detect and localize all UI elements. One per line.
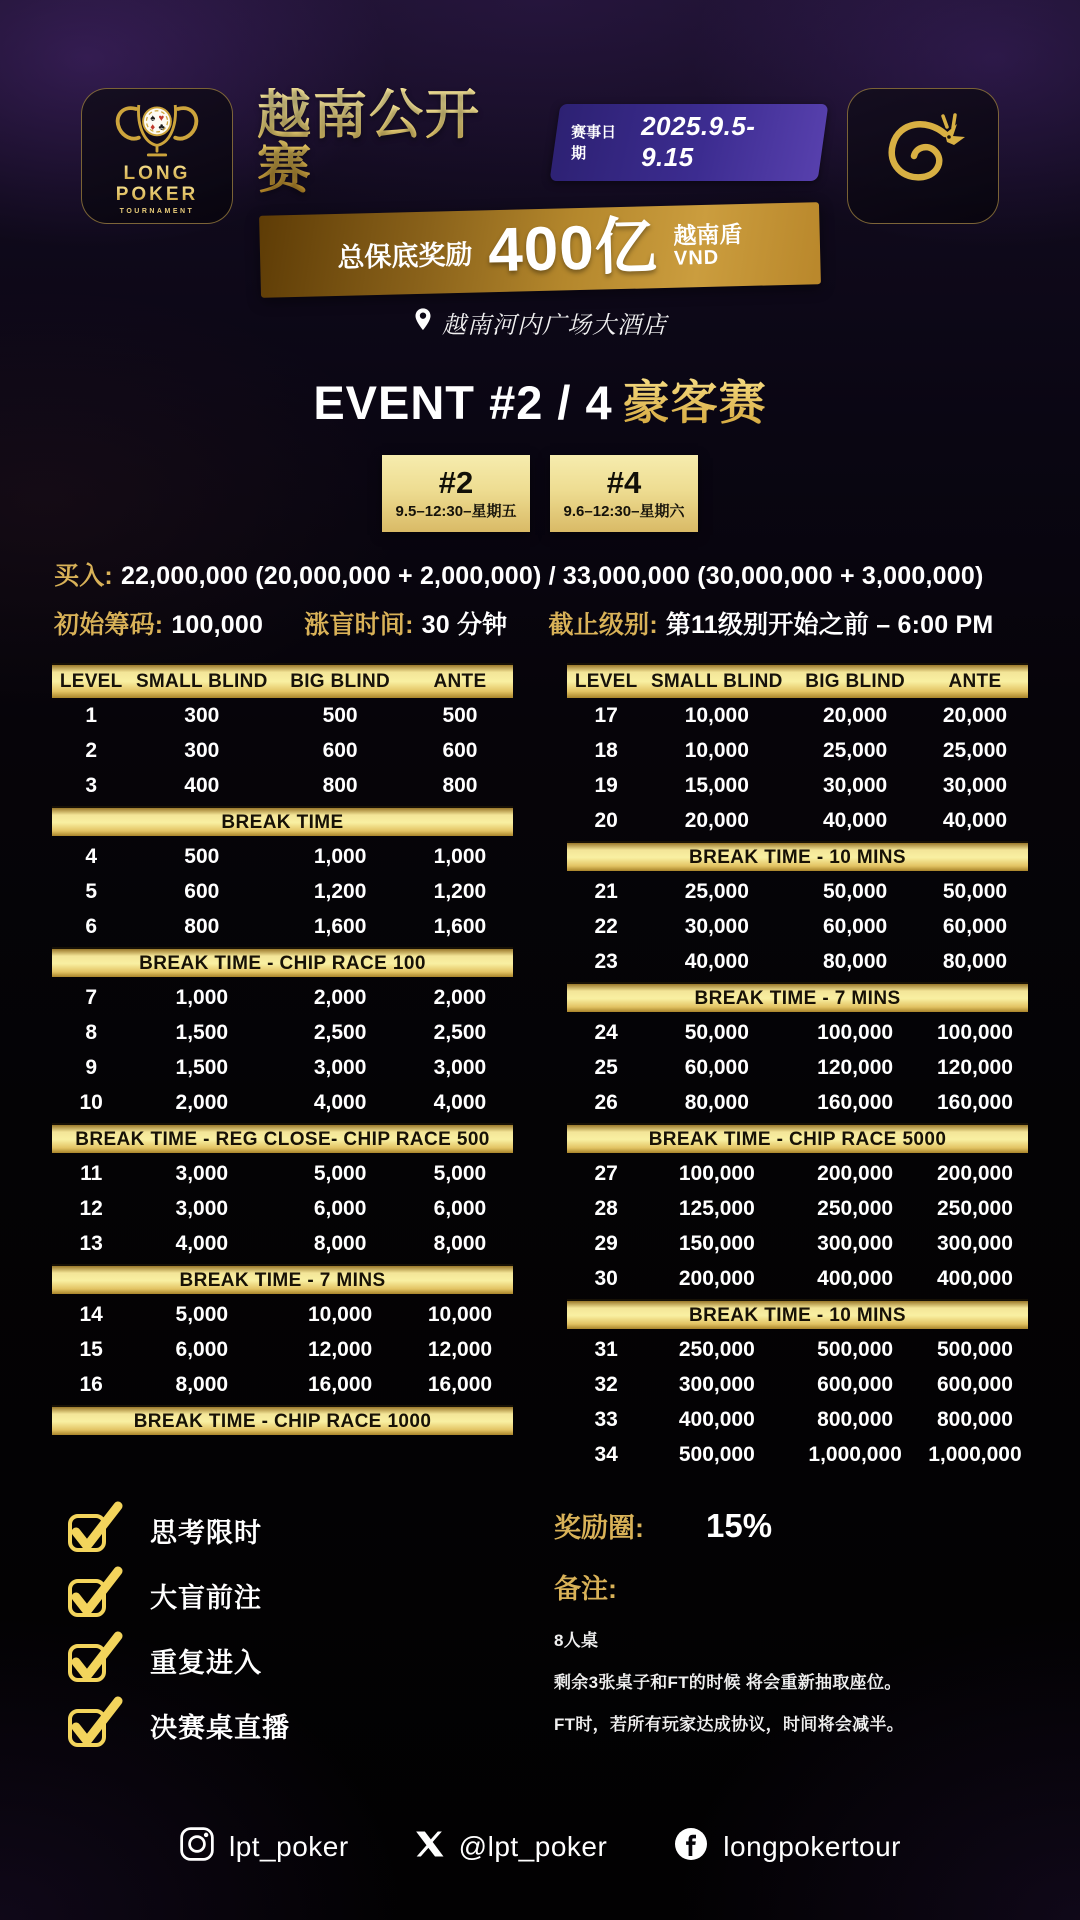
x-icon xyxy=(415,1829,445,1864)
feature-item xyxy=(66,1701,540,1749)
feature-item xyxy=(66,1571,540,1619)
event-title-number: EVENT #2 / 4 xyxy=(313,376,613,429)
cell-bb: 2,000 xyxy=(313,985,367,1009)
level-row xyxy=(567,1332,1028,1367)
payout-value: 15% xyxy=(706,1507,773,1544)
col-small-blind: SMALL BLIND xyxy=(650,670,783,692)
cell-sb: 100,000 xyxy=(678,1161,755,1185)
cell-bb: 8,000 xyxy=(313,1231,367,1255)
lpt-logo-card xyxy=(81,88,233,224)
cell-sb: 1,500 xyxy=(175,1055,229,1079)
buyin-value: 22,000,000 (20,000,000 + 2,000,000) / 33,000,000 (30,000,000 + 3,000,000) xyxy=(120,562,984,590)
checkbox-checked-icon xyxy=(66,1506,116,1554)
feature-item xyxy=(66,1506,540,1554)
note-item: FT时，若所有玩家达成协议，时间将会减半。 xyxy=(554,1715,905,1734)
cell-sb: 500,000 xyxy=(678,1442,755,1466)
break-row: BREAK TIME - 7 MINS xyxy=(52,1264,513,1294)
cell-ante: 2,000 xyxy=(433,985,487,1009)
level-row xyxy=(567,768,1028,803)
structure-table-right xyxy=(567,663,1028,1472)
cell-level: 2 xyxy=(85,738,98,762)
cell-bb: 2,500 xyxy=(313,1020,367,1044)
cell-level: 6 xyxy=(85,914,98,938)
cell-ante: 400,000 xyxy=(937,1266,1013,1290)
cell-bb: 12,000 xyxy=(307,1337,373,1361)
cell-level: 3 xyxy=(85,773,98,797)
social-handle: lpt_poker xyxy=(228,1830,349,1862)
cell-level: 18 xyxy=(594,738,618,762)
cell-bb: 600 xyxy=(322,738,358,762)
checkbox-checked-icon xyxy=(66,1571,116,1619)
cell-ante: 12,000 xyxy=(427,1337,493,1361)
instagram-icon xyxy=(179,1826,215,1867)
cell-sb: 300 xyxy=(184,738,220,762)
cell-ante: 10,000 xyxy=(427,1302,493,1326)
cell-ante: 30,000 xyxy=(942,773,1008,797)
guarantee-amount: 400亿 xyxy=(487,211,659,285)
cell-level: 27 xyxy=(594,1161,618,1185)
svg-text:♣: ♣ xyxy=(158,121,165,133)
cell-sb: 6,000 xyxy=(175,1337,229,1361)
cell-bb: 1,200 xyxy=(313,879,367,903)
guarantee-prefix: 总保底奖励 xyxy=(337,239,473,273)
level-row xyxy=(52,980,513,1015)
level-row xyxy=(52,733,513,768)
cell-ante: 120,000 xyxy=(937,1055,1013,1079)
cell-sb: 10,000 xyxy=(684,703,749,727)
cell-level: 12 xyxy=(79,1196,103,1220)
cell-ante: 800 xyxy=(442,773,478,797)
payout-label: 奖励圈: xyxy=(554,1513,644,1543)
badge-number: #2 xyxy=(438,464,474,500)
level-row xyxy=(567,1437,1028,1472)
cell-sb: 50,000 xyxy=(684,1020,749,1044)
table-right-body xyxy=(567,698,1028,1472)
cell-ante: 1,000,000 xyxy=(928,1442,1022,1466)
cell-bb: 160,000 xyxy=(817,1090,894,1114)
cell-level: 10 xyxy=(79,1090,103,1114)
cell-ante: 3,000 xyxy=(433,1055,487,1079)
social-footer xyxy=(0,1826,1080,1867)
cell-level: 30 xyxy=(594,1266,618,1290)
cell-ante: 80,000 xyxy=(942,949,1008,973)
cell-sb: 5,000 xyxy=(175,1302,229,1326)
level-row xyxy=(567,874,1028,909)
cell-level: 7 xyxy=(85,985,98,1009)
cell-ante: 40,000 xyxy=(942,808,1008,832)
date-badge-label: 赛事日期 xyxy=(571,123,617,162)
header xyxy=(56,85,1024,340)
notes-title: 备注: xyxy=(554,1574,617,1604)
cell-level: 34 xyxy=(594,1442,618,1466)
cell-level: 16 xyxy=(79,1372,103,1396)
cell-bb: 600,000 xyxy=(817,1372,894,1396)
cell-ante: 1,600 xyxy=(433,914,487,938)
cell-bb: 1,600 xyxy=(313,914,367,938)
social-instagram[interactable] xyxy=(179,1826,349,1867)
break-row: BREAK TIME xyxy=(52,806,513,836)
stack-label: 初始筹码: xyxy=(54,611,164,639)
cell-sb: 300,000 xyxy=(678,1372,755,1396)
social-handle: longpokertour xyxy=(723,1830,902,1862)
feature-label: 重复进入 xyxy=(150,1647,262,1678)
cell-level: 19 xyxy=(594,773,618,797)
logo-word-long: LONG xyxy=(123,162,191,184)
level-row xyxy=(52,768,513,803)
level-row xyxy=(52,1085,513,1120)
logo-word-poker: POKER xyxy=(115,183,199,205)
level-row xyxy=(52,1015,513,1050)
hero-center xyxy=(257,85,823,340)
checkbox-checked-icon xyxy=(66,1636,116,1684)
cell-bb: 3,000 xyxy=(313,1055,367,1079)
cell-sb: 1,000 xyxy=(175,985,229,1009)
structure-table-left xyxy=(52,663,513,1438)
cell-sb: 1,500 xyxy=(175,1020,229,1044)
cell-level: 31 xyxy=(594,1337,618,1361)
cell-ante: 160,000 xyxy=(937,1090,1013,1114)
level-row xyxy=(567,1156,1028,1191)
event-badge-4 xyxy=(550,455,698,532)
cell-bb: 25,000 xyxy=(822,738,888,762)
cell-ante: 5,000 xyxy=(433,1161,487,1185)
note-item: 剩余3张桌子和FT的时候 将会重新抽取座位。 xyxy=(554,1673,902,1692)
details-line xyxy=(54,605,1026,641)
guarantee-currency xyxy=(673,222,743,269)
buyin-line xyxy=(54,556,1026,592)
cell-bb: 200,000 xyxy=(817,1161,894,1185)
blind-time-value: 30 分钟 xyxy=(421,611,508,639)
cell-bb: 1,000,000 xyxy=(808,1442,902,1466)
reg-close-label: 截止级别: xyxy=(548,611,658,639)
cell-sb: 80,000 xyxy=(684,1090,749,1114)
level-row xyxy=(52,1191,513,1226)
feature-label: 大盲前注 xyxy=(150,1582,262,1613)
cell-ante: 1,000 xyxy=(433,844,487,868)
cell-bb: 100,000 xyxy=(817,1020,894,1044)
cell-level: 8 xyxy=(85,1020,98,1044)
cell-ante: 300,000 xyxy=(937,1231,1013,1255)
cell-sb: 500 xyxy=(184,844,220,868)
cell-level: 28 xyxy=(594,1196,618,1220)
level-row xyxy=(52,1332,513,1367)
table-header xyxy=(52,663,513,698)
level-row xyxy=(52,698,513,733)
social-facebook[interactable] xyxy=(673,1826,901,1867)
bottom-section xyxy=(54,1506,1026,1749)
cell-sb: 300 xyxy=(184,703,220,727)
break-row: BREAK TIME - CHIP RACE 100 xyxy=(52,947,513,977)
logo-word-tournament: TOURNAMENT xyxy=(119,208,195,216)
level-row xyxy=(567,1085,1028,1120)
cell-bb: 500,000 xyxy=(817,1337,894,1361)
cell-sb: 8,000 xyxy=(175,1372,229,1396)
payout-row xyxy=(554,1506,1026,1545)
currency-code: VND xyxy=(673,246,720,270)
level-row xyxy=(52,1226,513,1261)
cell-bb: 16,000 xyxy=(307,1372,373,1396)
cell-level: 5 xyxy=(85,879,98,903)
feature-label: 决赛桌直播 xyxy=(150,1712,290,1743)
col-level: LEVEL xyxy=(574,670,638,692)
break-row: BREAK TIME - 10 MINS xyxy=(567,1299,1028,1329)
cell-level: 9 xyxy=(85,1055,98,1079)
feature-list xyxy=(54,1506,540,1749)
cell-sb: 15,000 xyxy=(684,773,749,797)
cell-sb: 400,000 xyxy=(678,1407,755,1431)
cell-sb: 600 xyxy=(184,879,220,903)
table-left-body xyxy=(52,698,513,1435)
cell-bb: 5,000 xyxy=(313,1161,367,1185)
cell-level: 22 xyxy=(594,914,618,938)
svg-text:♦: ♦ xyxy=(150,121,156,133)
trophy-icon xyxy=(109,101,205,164)
cell-ante: 4,000 xyxy=(433,1090,487,1114)
event-day-badges xyxy=(0,455,1080,532)
cell-bb: 50,000 xyxy=(822,879,888,903)
level-row xyxy=(52,839,513,874)
level-row xyxy=(52,1050,513,1085)
facebook-icon xyxy=(673,1826,709,1867)
stack-value: 100,000 xyxy=(171,611,264,639)
event-title-name: 豪客赛 xyxy=(622,376,767,429)
tournament-info xyxy=(54,556,1026,641)
badge-schedule: 9.5–12:30–星期五 xyxy=(395,502,517,520)
cell-bb: 400,000 xyxy=(817,1266,894,1290)
svg-text:♥: ♥ xyxy=(158,112,165,124)
cell-bb: 60,000 xyxy=(822,914,888,938)
cell-sb: 400 xyxy=(184,773,220,797)
dragon-logo-card xyxy=(847,88,999,224)
cell-sb: 20,000 xyxy=(684,808,749,832)
cell-ante: 500,000 xyxy=(937,1337,1013,1361)
cell-bb: 10,000 xyxy=(307,1302,373,1326)
cell-ante: 50,000 xyxy=(942,879,1008,903)
level-row xyxy=(567,1226,1028,1261)
cell-sb: 3,000 xyxy=(175,1161,229,1185)
cell-bb: 1,000 xyxy=(313,844,367,868)
cell-sb: 2,000 xyxy=(175,1090,229,1114)
level-row xyxy=(567,1367,1028,1402)
cell-ante: 100,000 xyxy=(937,1020,1013,1044)
cell-sb: 150,000 xyxy=(678,1231,755,1255)
cell-level: 25 xyxy=(594,1055,618,1079)
level-row xyxy=(52,909,513,944)
guarantee-banner xyxy=(259,202,821,298)
cell-ante: 500 xyxy=(442,703,478,727)
cell-sb: 800 xyxy=(184,914,220,938)
level-row xyxy=(567,1261,1028,1296)
level-row xyxy=(52,1156,513,1191)
cell-bb: 500 xyxy=(322,703,358,727)
cell-level: 21 xyxy=(594,879,618,903)
event-series-title: 越南公开赛 xyxy=(257,88,535,196)
reg-close-value: 第11级别开始之前 – 6:00 PM xyxy=(665,611,994,639)
col-level: LEVEL xyxy=(59,670,123,692)
cell-sb: 250,000 xyxy=(678,1337,755,1361)
cell-ante: 250,000 xyxy=(937,1196,1013,1220)
cell-sb: 30,000 xyxy=(684,914,749,938)
cell-bb: 800 xyxy=(322,773,358,797)
blind-time-label: 涨盲时间: xyxy=(304,611,414,639)
cell-level: 20 xyxy=(594,808,618,832)
badge-schedule: 9.6–12:30–星期六 xyxy=(563,502,685,520)
col-small-blind: SMALL BLIND xyxy=(135,670,268,692)
break-row: BREAK TIME - CHIP RACE 5000 xyxy=(567,1123,1028,1153)
cell-sb: 3,000 xyxy=(175,1196,229,1220)
notes-list xyxy=(554,1626,1026,1735)
cell-level: 23 xyxy=(594,949,618,973)
level-row xyxy=(567,1050,1028,1085)
cell-ante: 600,000 xyxy=(937,1372,1013,1396)
cell-bb: 300,000 xyxy=(817,1231,894,1255)
level-row xyxy=(52,1367,513,1402)
cell-ante: 8,000 xyxy=(433,1231,487,1255)
level-row xyxy=(567,803,1028,838)
cell-level: 13 xyxy=(79,1231,103,1255)
cell-bb: 800,000 xyxy=(817,1407,894,1431)
blind-structure xyxy=(52,663,1028,1472)
svg-text:♠: ♠ xyxy=(150,112,156,124)
cell-sb: 40,000 xyxy=(684,949,749,973)
cell-level: 26 xyxy=(594,1090,618,1114)
cell-bb: 30,000 xyxy=(822,773,888,797)
currency-cn: 越南盾 xyxy=(673,221,743,250)
cell-level: 4 xyxy=(85,844,98,868)
cell-sb: 200,000 xyxy=(678,1266,755,1290)
table-header xyxy=(567,663,1028,698)
break-row: BREAK TIME - 7 MINS xyxy=(567,982,1028,1012)
cell-ante: 20,000 xyxy=(942,703,1008,727)
cell-level: 33 xyxy=(594,1407,618,1431)
level-row xyxy=(567,1191,1028,1226)
cell-bb: 120,000 xyxy=(817,1055,894,1079)
badge-number: #4 xyxy=(606,464,642,500)
cell-bb: 250,000 xyxy=(817,1196,894,1220)
cell-bb: 4,000 xyxy=(313,1090,367,1114)
venue-name: 越南河内广场大酒店 xyxy=(442,312,667,339)
feature-item xyxy=(66,1636,540,1684)
cell-sb: 4,000 xyxy=(175,1231,229,1255)
break-row: BREAK TIME - CHIP RACE 1000 xyxy=(52,1405,513,1435)
cell-level: 15 xyxy=(79,1337,103,1361)
social-handle: @lpt_poker xyxy=(458,1830,608,1862)
break-row: BREAK TIME - 10 MINS xyxy=(567,841,1028,871)
cell-ante: 200,000 xyxy=(937,1161,1013,1185)
cell-level: 32 xyxy=(594,1372,618,1396)
level-row xyxy=(567,944,1028,979)
cell-bb: 80,000 xyxy=(822,949,888,973)
date-badge-value: 2025.9.5-9.15 xyxy=(641,110,756,172)
cell-sb: 125,000 xyxy=(678,1196,755,1220)
cell-sb: 60,000 xyxy=(684,1055,749,1079)
cell-ante: 1,200 xyxy=(433,879,487,903)
cell-level: 17 xyxy=(594,703,618,727)
cell-ante: 6,000 xyxy=(433,1196,487,1220)
cell-ante: 600 xyxy=(442,738,478,762)
feature-label: 思考限时 xyxy=(150,1517,262,1548)
cell-level: 14 xyxy=(79,1302,103,1326)
cell-ante: 800,000 xyxy=(937,1407,1013,1431)
level-row xyxy=(52,1297,513,1332)
location-pin-icon xyxy=(413,307,433,338)
col-big-blind: BIG BLIND xyxy=(805,670,906,692)
col-ante: ANTE xyxy=(433,670,487,692)
level-row xyxy=(567,1402,1028,1437)
col-big-blind: BIG BLIND xyxy=(290,670,391,692)
cell-level: 24 xyxy=(594,1020,618,1044)
level-row xyxy=(567,698,1028,733)
cell-ante: 60,000 xyxy=(942,914,1008,938)
social-x[interactable] xyxy=(415,1829,608,1864)
event-title xyxy=(0,366,1080,433)
cell-bb: 40,000 xyxy=(822,808,888,832)
level-row xyxy=(567,1015,1028,1050)
note-item: 8人桌 xyxy=(554,1631,599,1650)
notes-column xyxy=(540,1506,1026,1749)
level-row xyxy=(52,874,513,909)
cell-level: 1 xyxy=(85,703,98,727)
level-row xyxy=(567,733,1028,768)
cell-ante: 16,000 xyxy=(427,1372,493,1396)
break-row: BREAK TIME - REG CLOSE- CHIP RACE 500 xyxy=(52,1123,513,1153)
cell-bb: 20,000 xyxy=(822,703,888,727)
dragon-icon xyxy=(873,106,973,211)
checkbox-checked-icon xyxy=(66,1701,116,1749)
cell-ante: 25,000 xyxy=(942,738,1008,762)
event-badge-2 xyxy=(382,455,530,532)
cell-sb: 25,000 xyxy=(684,879,749,903)
cell-level: 11 xyxy=(80,1161,103,1185)
cell-ante: 2,500 xyxy=(433,1020,487,1044)
date-badge xyxy=(550,104,828,181)
cell-bb: 6,000 xyxy=(313,1196,367,1220)
buyin-label: 买入: xyxy=(54,562,113,590)
venue-row xyxy=(413,305,667,340)
col-ante: ANTE xyxy=(948,670,1002,692)
cell-level: 29 xyxy=(594,1231,618,1255)
level-row xyxy=(567,909,1028,944)
cell-sb: 10,000 xyxy=(684,738,749,762)
